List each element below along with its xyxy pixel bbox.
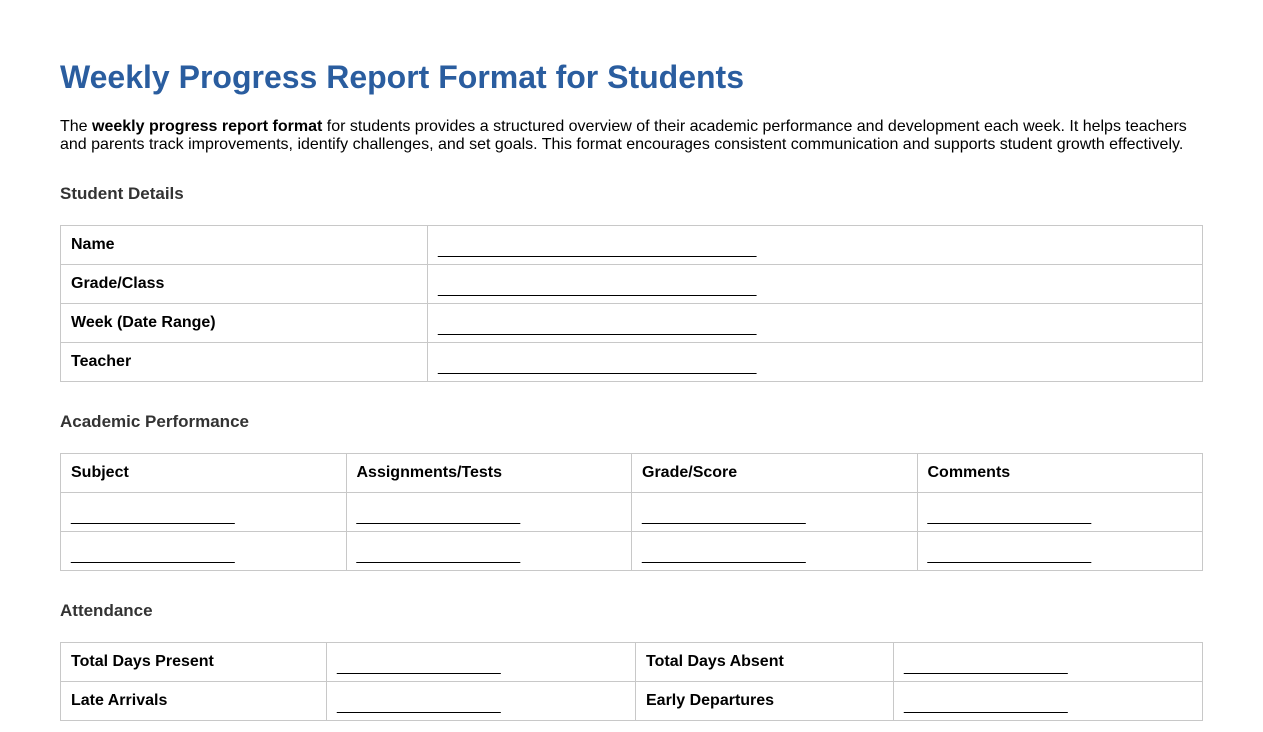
table-header-row — [61, 454, 1203, 493]
blank-field[interactable] — [346, 493, 632, 532]
row-label: Name — [61, 226, 428, 265]
intro-bold: weekly progress report format — [92, 118, 323, 135]
academic-table — [60, 453, 1203, 571]
column-header: Comments — [917, 454, 1203, 493]
table-row — [61, 493, 1203, 532]
student-details-heading: Student Details — [60, 184, 184, 203]
intro-paragraph — [60, 118, 1203, 154]
blank-line[interactable]: ___________________ — [337, 697, 501, 714]
row-label: Teacher — [61, 343, 428, 382]
blank-line[interactable]: _____________________________________ — [438, 280, 757, 297]
blank-line[interactable]: ___________________ — [71, 508, 235, 525]
academic-heading: Academic Performance — [60, 412, 249, 431]
blank-field[interactable] — [428, 226, 1203, 265]
blank-field[interactable] — [346, 532, 632, 571]
row-label: Total Days Absent — [636, 643, 894, 682]
blank-line[interactable]: ___________________ — [337, 658, 501, 675]
blank-line[interactable]: ___________________ — [927, 508, 1091, 525]
table-row — [61, 343, 1203, 382]
blank-line[interactable]: ___________________ — [904, 658, 1068, 675]
blank-field[interactable] — [917, 532, 1203, 571]
column-header: Assignments/Tests — [346, 454, 632, 493]
page-title: Weekly Progress Report Format for Students — [60, 59, 744, 95]
blank-line[interactable]: _____________________________________ — [438, 319, 757, 336]
intro-text: The — [60, 118, 93, 135]
blank-field[interactable] — [632, 532, 918, 571]
blank-field[interactable] — [428, 304, 1203, 343]
blank-field[interactable] — [428, 343, 1203, 382]
table-row — [61, 304, 1203, 343]
table-row — [61, 682, 1203, 721]
blank-line[interactable]: ___________________ — [356, 508, 520, 525]
blank-field[interactable] — [61, 532, 347, 571]
table-row — [61, 226, 1203, 265]
blank-field[interactable] — [894, 682, 1203, 721]
blank-line[interactable]: ___________________ — [642, 508, 806, 525]
row-label: Late Arrivals — [61, 682, 327, 721]
blank-field[interactable] — [61, 493, 347, 532]
row-label: Grade/Class — [61, 265, 428, 304]
blank-field[interactable] — [632, 493, 918, 532]
row-label: Week (Date Range) — [61, 304, 428, 343]
row-label: Total Days Present — [61, 643, 327, 682]
blank-line[interactable]: _____________________________________ — [438, 358, 757, 375]
table-row — [61, 643, 1203, 682]
blank-line[interactable]: ___________________ — [71, 547, 235, 564]
blank-field[interactable] — [428, 265, 1203, 304]
column-header: Subject — [61, 454, 347, 493]
blank-line[interactable]: ___________________ — [356, 547, 520, 564]
blank-line[interactable]: ___________________ — [927, 547, 1091, 564]
blank-line[interactable]: ___________________ — [642, 547, 806, 564]
table-row — [61, 532, 1203, 571]
attendance-heading: Attendance — [60, 601, 153, 620]
blank-line[interactable]: _____________________________________ — [438, 241, 757, 258]
attendance-table — [60, 642, 1203, 721]
blank-field[interactable] — [327, 682, 636, 721]
student-details-table — [60, 225, 1203, 382]
blank-field[interactable] — [894, 643, 1203, 682]
column-header: Grade/Score — [632, 454, 918, 493]
table-row — [61, 265, 1203, 304]
row-label: Early Departures — [636, 682, 894, 721]
intro-text: for students provides a structured overview of their academic performance and development each week. It helps teachers and parents track improvements, identify challenges, and set goals. This format encourages consistent communication and supports student growth effectively. — [60, 118, 1187, 153]
blank-line[interactable]: ___________________ — [904, 697, 1068, 714]
blank-field[interactable] — [327, 643, 636, 682]
blank-field[interactable] — [917, 493, 1203, 532]
